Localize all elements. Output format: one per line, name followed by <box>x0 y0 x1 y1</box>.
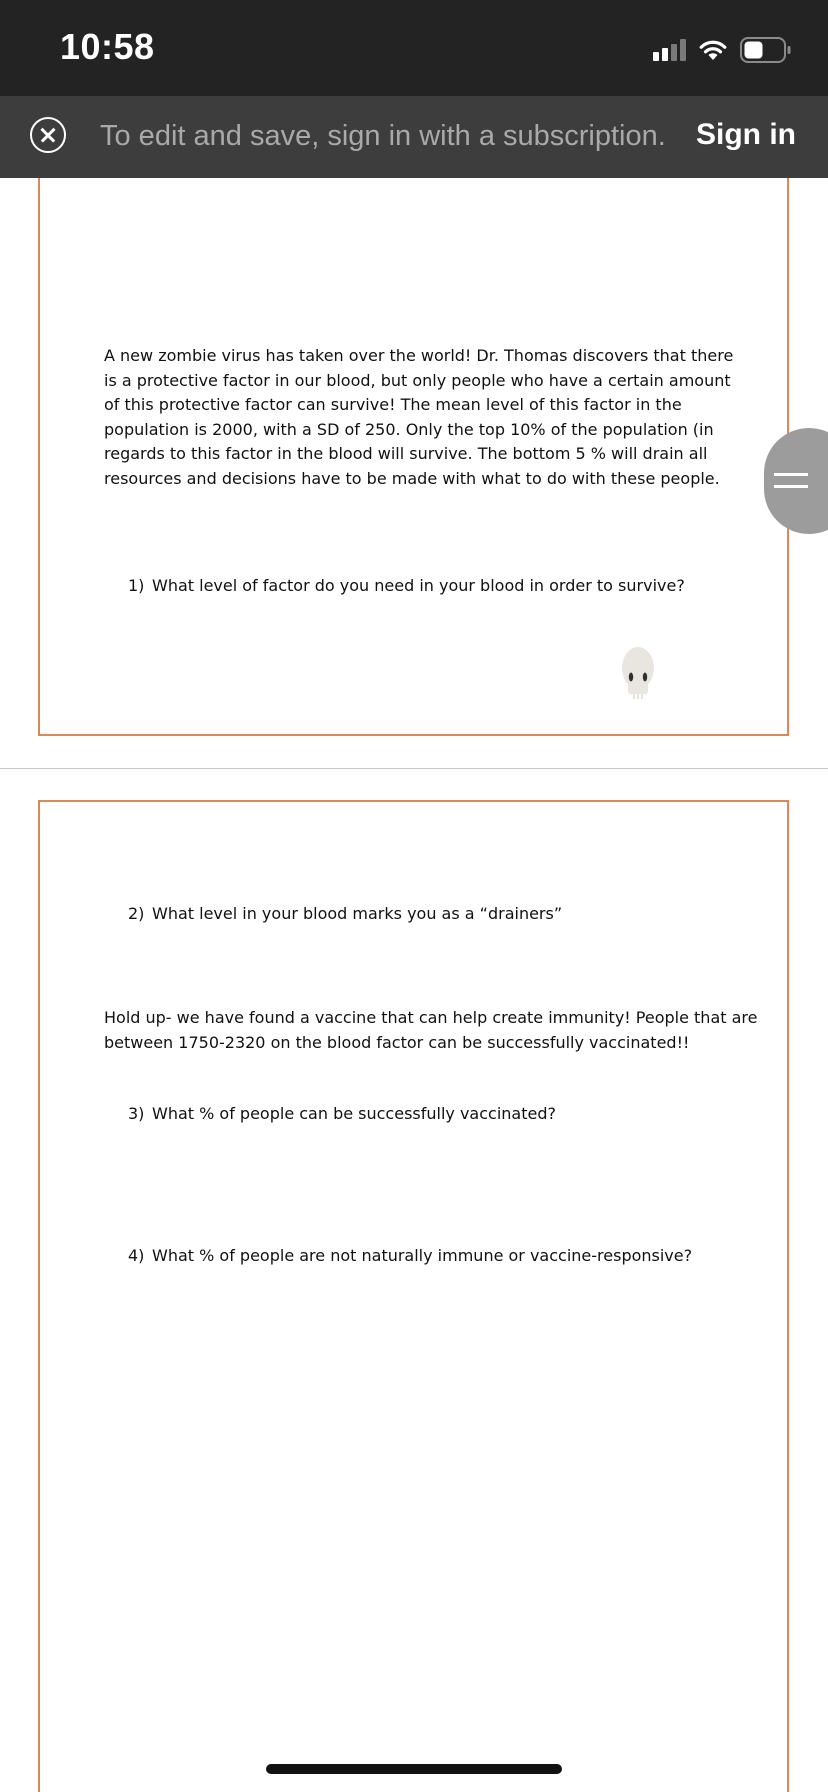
page-divider <box>0 768 828 769</box>
question-number: 1) <box>128 576 145 595</box>
document-page-1 <box>38 178 789 736</box>
question-text: What % of people can be successfully vaccinated? <box>152 1104 556 1123</box>
battery-icon <box>740 37 792 63</box>
wifi-icon <box>698 38 728 62</box>
question-4 <box>128 1244 692 1269</box>
status-bar <box>0 0 828 96</box>
grip-line <box>774 485 808 488</box>
question-2 <box>128 902 562 927</box>
question-3 <box>128 1102 556 1127</box>
intro-paragraph: A new zombie virus has taken over the world! Dr. Thomas discovers that there is a protective factor in our blood, but only people who have a certain amount of this protective factor can survive! The mean level of this factor in the population is 2000, with a SD of 250. Only the top 10% of the population (in regards to this factor in the blood will survive. The bottom 5 % will drain all resources and decisions have to be made with what to do with these people. <box>104 346 734 488</box>
vaccine-paragraph: Hold up- we have found a vaccine that can help create immunity! People that are between 1750-2320 on the blood factor can be successfully vaccinated!! <box>104 1008 758 1052</box>
question-number: 4) <box>128 1246 145 1265</box>
question-number: 2) <box>128 904 145 923</box>
question-number: 3) <box>128 1104 145 1123</box>
home-indicator[interactable] <box>266 1764 562 1774</box>
banner-message: To edit and save, sign in with a subscription. <box>100 120 666 152</box>
cellular-signal-icon <box>653 39 686 61</box>
question-text: What % of people are not naturally immune or vaccine-responsive? <box>152 1246 693 1265</box>
grip-line <box>774 473 808 476</box>
status-icons <box>653 36 792 64</box>
document-page-2 <box>38 800 789 1792</box>
sign-in-button[interactable]: Sign in <box>696 118 796 151</box>
subscription-banner <box>0 96 828 178</box>
question-text: What level in your blood marks you as a “drainers” <box>152 904 563 923</box>
question-text: What level of factor do you need in your blood in order to survive? <box>152 576 685 595</box>
status-time: 10:58 <box>60 26 155 67</box>
close-icon[interactable] <box>30 117 66 153</box>
question-1 <box>128 574 685 599</box>
skull-icon <box>620 646 656 702</box>
